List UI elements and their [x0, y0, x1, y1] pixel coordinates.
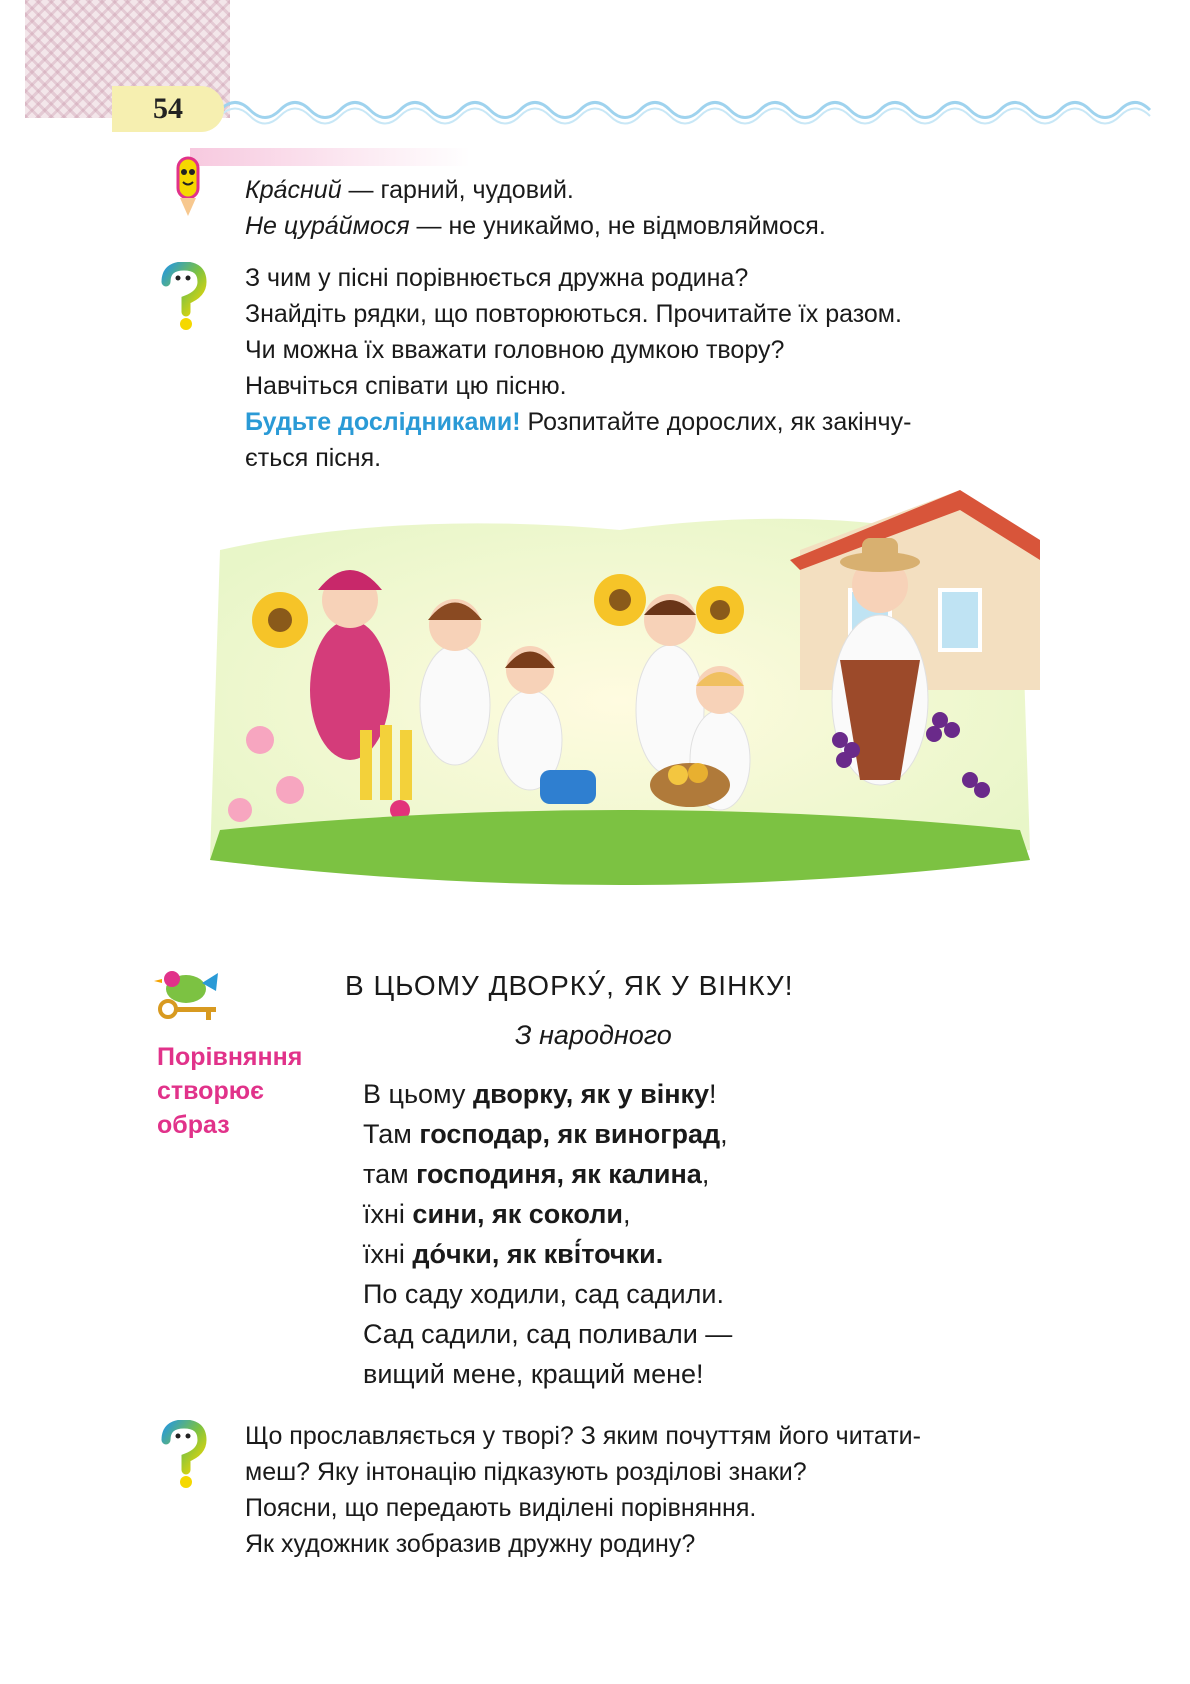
glossary-line-1 — [245, 172, 826, 208]
highlighted-comparison: до́чки, як кві́точки. — [412, 1239, 664, 1269]
question: Знайдіть рядки, що повторюються. Прочитайте їх разом. — [245, 300, 902, 328]
poem-line: там господиня, як калина, — [363, 1159, 710, 1189]
sidebar-label — [157, 1040, 302, 1142]
poem-line: В цьому дворку, як у вінку! — [363, 1079, 717, 1109]
question: Як художник зобразив дружну родину? — [245, 1530, 696, 1558]
highlighted-comparison: дворку, як у вінку — [472, 1079, 710, 1109]
glossary-definition: — гарний, чудовий. — [341, 176, 574, 204]
pencil-mascot-icon — [170, 150, 206, 220]
family-garden-illustration — [200, 490, 1040, 900]
questions-block-2 — [245, 1418, 921, 1562]
research-text: Розпитайте дорослих, як закінчу- — [520, 408, 912, 436]
wave-decoration — [220, 90, 1170, 130]
research-task-cont: ється пісня. — [245, 444, 382, 472]
research-label: Будьте дослідниками! — [245, 408, 521, 436]
poem-line: їхні до́чки, як кві́точки. — [363, 1239, 664, 1269]
glossary-line-2 — [245, 208, 826, 244]
question: меш? Яку інтонацію підказують розділові знаки? — [245, 1458, 807, 1486]
highlighted-comparison: господар, як виноград — [419, 1119, 721, 1149]
glossary — [245, 172, 826, 244]
poem-line: їхні сини, як соколи, — [363, 1199, 631, 1229]
sidebar-label-line: образ — [157, 1111, 230, 1139]
glossary-term: Кра́сний — [245, 176, 342, 204]
page-number: 54 — [153, 92, 183, 125]
highlighted-comparison: господиня, як калина — [416, 1159, 702, 1189]
glossary-term: Не цура́ймося — [245, 212, 410, 240]
glossary-highlight-bar — [190, 148, 470, 166]
page-number-badge — [112, 86, 224, 132]
sidebar-label-line: Порівняння — [157, 1043, 303, 1071]
question: Навчіться співати цю пісню. — [245, 372, 567, 400]
bird-key-icon — [150, 965, 225, 1027]
poem-line: вищий мене, кращий мене! — [363, 1359, 704, 1389]
poem-line: Сад садили, сад поливали — — [363, 1319, 733, 1349]
question: З чим у пісні порівнюється дружна родина? — [245, 264, 749, 292]
poem-line: По саду ходили, сад садили. — [363, 1279, 724, 1309]
question-mark-icon — [158, 262, 208, 332]
question: Поясни, що передають виділені порівняння. — [245, 1494, 757, 1522]
highlighted-comparison: сини, як соколи — [412, 1199, 623, 1229]
poem-title: В ЦЬОМУ ДВОРКУ́, ЯК У ВІНКУ! — [345, 970, 794, 1001]
questions-block-1 — [245, 260, 911, 476]
poem-subtitle: З народного — [515, 1020, 672, 1050]
sidebar-label-line: створює — [157, 1077, 264, 1105]
question: Що прославляється у творі? З яким почуттям його читати- — [245, 1422, 921, 1450]
poem-line: Там господар, як виноград, — [363, 1119, 728, 1149]
glossary-definition: — не уникаймо, не відмовляймося. — [409, 212, 826, 240]
poem-body — [363, 1074, 732, 1394]
question: Чи можна їх вважати головною думкою твору? — [245, 336, 785, 364]
research-task — [245, 404, 911, 440]
question-mark-icon — [158, 1420, 208, 1490]
